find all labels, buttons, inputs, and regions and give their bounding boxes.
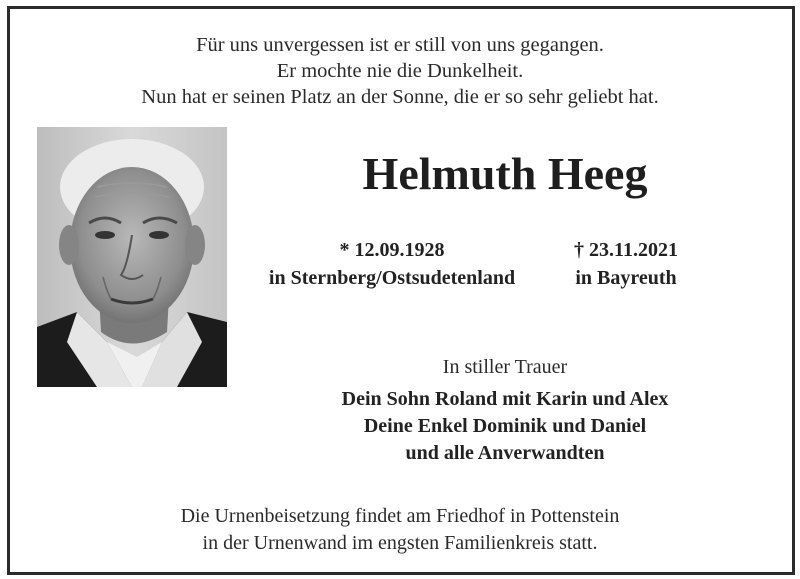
deceased-name: Helmuth Heeg <box>362 148 648 199</box>
verse-line-2: Er mochte nie die Dunkelheit. <box>276 60 524 82</box>
mourning-intro: In stiller Trauer <box>442 356 568 378</box>
birth-place: in Sternberg/Ostsudetenland <box>268 267 516 289</box>
burial-line-2: in der Urnenwand im engsten Familienkreis statt. <box>202 532 598 554</box>
birth-info <box>246 236 538 292</box>
death-info <box>558 236 694 292</box>
memorial-verse <box>0 32 800 110</box>
mourner-line: Dein Sohn Roland mit Karin und Alex <box>341 388 669 410</box>
mourner-line: Deine Enkel Dominik und Daniel <box>363 415 647 437</box>
death-place: in Bayreuth <box>575 267 677 289</box>
portrait-image <box>37 127 227 387</box>
verse-line-3: Nun hat er seinen Platz an der Sonne, die er so sehr geliebt hat. <box>141 86 659 108</box>
birth-date: * 12.09.1928 <box>339 239 445 261</box>
burial-notice <box>0 503 800 557</box>
burial-line-1: Die Urnenbeisetzung findet am Friedhof in Pottenstein <box>180 505 620 527</box>
death-date: † 23.11.2021 <box>574 239 678 261</box>
portrait-photo <box>37 127 227 387</box>
mourner-line: und alle Anverwandten <box>405 442 605 464</box>
mourners-list <box>290 386 720 467</box>
verse-line-1: Für uns unvergessen ist er still von uns gegangen. <box>196 34 604 56</box>
